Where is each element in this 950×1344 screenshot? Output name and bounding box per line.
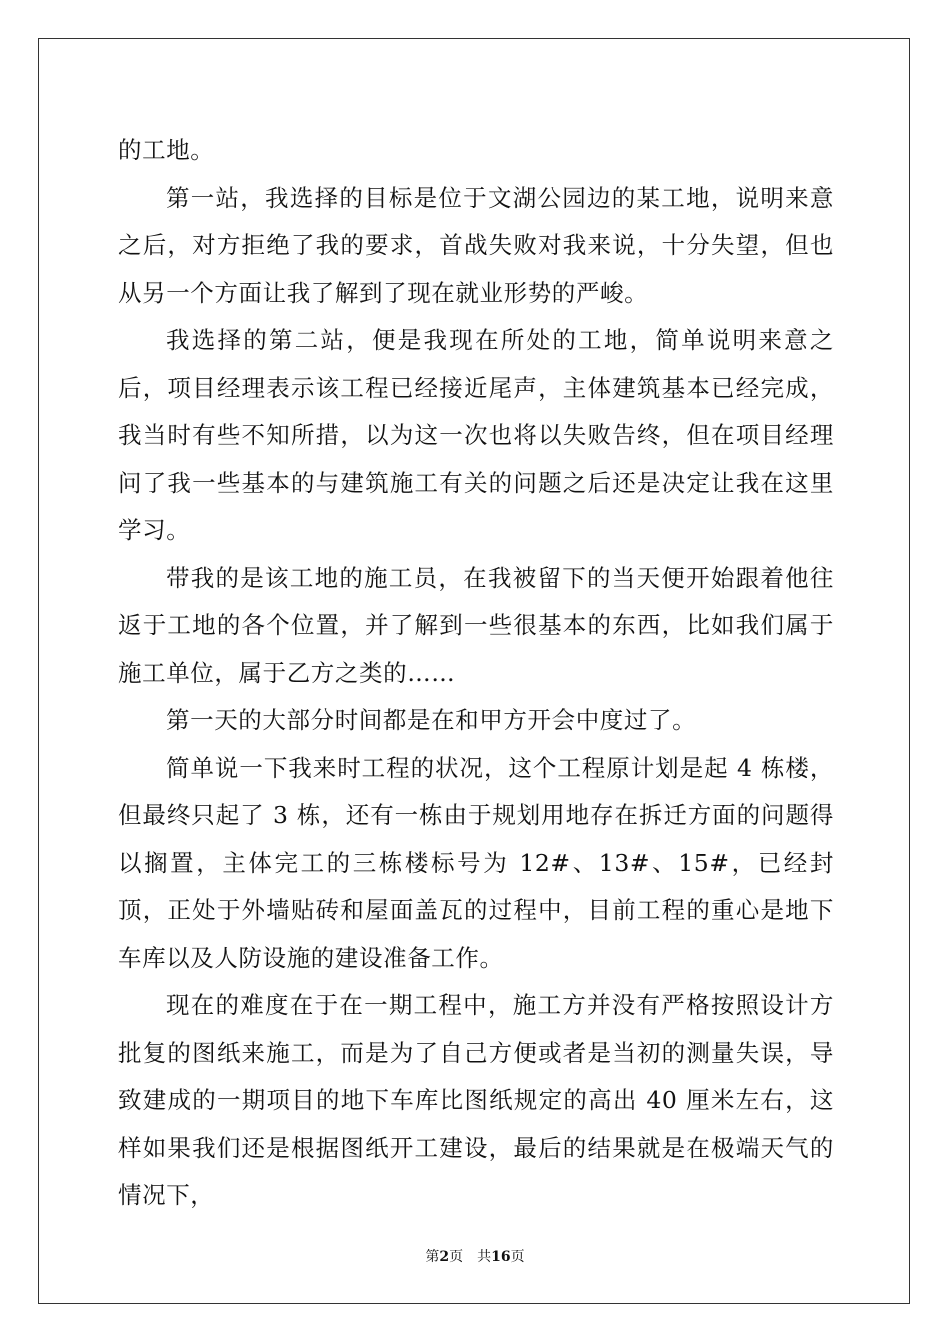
paragraph-3: 我选择的第二站，便是我现在所处的工地，简单说明来意之后，项目经理表示该工程已经接近尾声，主体建筑基本已经完成，我当时有些不知所措，以为这一次也将以失败告终，但在项目经理问了我一些基本的与建筑施工有关的问题之后还是决定让我在这里学习。 [118,326,834,544]
total-suffix: 页 [510,1249,525,1265]
page-footer [0,1246,950,1266]
total-prefix: 共 [477,1249,492,1265]
paragraph-2: 第一站，我选择的目标是位于文湖公园边的某工地，说明来意之后，对方拒绝了我的要求，首战失败对我来说，十分失望，但也从另一个方面让我了解到了现在就业形势的严峻。 [118,183,834,307]
total-pages: 16 [491,1249,511,1265]
paragraph-7: 现在的难度在于在一期工程中，施工方并没有严格按照设计方批复的图纸来施工，而是为了自己方便或者是当初的测量失误，导致建成的一期项目的地下车库比图纸规定的高出 40 厘米左右，这样如果我们还是根据图纸开工建设，最后的结果就是在极端天气的情况下， [118,991,834,1209]
paragraph-6: 简单说一下我来时工程的状况，这个工程原计划是起 4 栋楼，但最终只起了 3 栋，还有一栋由于规划用地存在拆迁方面的问题得以搁置，主体完工的三栋楼标号为 12#、13#、15#，已经封顶，正处于外墙贴砖和屋面盖瓦的过程中，目前工程的重心是地下车库以及人防设施的建设准备工作。 [118,753,834,972]
paragraph-1: 的工地。 [118,136,215,164]
paragraph-5: 第一天的大部分时间都是在和甲方开会中度过了。 [166,706,697,734]
paragraph-4: 带我的是该工地的施工员，在我被留下的当天便开始跟着他往返于工地的各个位置，并了解到一些很基本的东西，比如我们属于施工单位，属于乙方之类的…… [118,563,834,687]
page-suffix: 页 [449,1249,464,1265]
page-prefix: 第 [425,1249,440,1265]
document-body [118,127,834,1220]
page-number: 2 [439,1249,450,1265]
